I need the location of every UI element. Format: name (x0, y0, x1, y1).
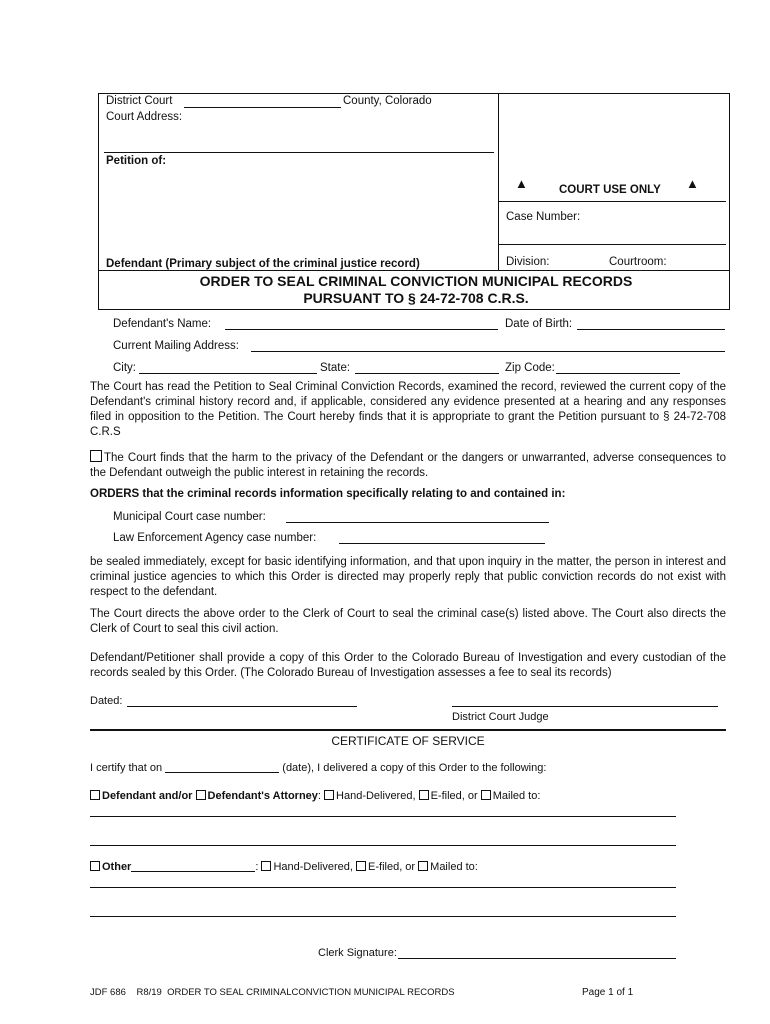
district-court-judge-label: District Court Judge (452, 711, 549, 723)
county-label: County, Colorado (343, 95, 432, 107)
triangle-left-icon: ▲ (515, 176, 528, 191)
certify-date-input[interactable] (165, 762, 279, 773)
other-mailed-checkbox[interactable] (418, 861, 428, 871)
defendants-attorney-label: Defendant's Attorney (207, 790, 318, 802)
state-input[interactable] (355, 373, 499, 374)
defendant-hand-delivered-checkbox[interactable] (324, 790, 334, 800)
cbi-paragraph: Defendant/Petitioner shall provide a copy of this Order to the Colorado Bureau of Investigation and every custodian of the records sealed by this Order. (The Colorado Bureau of Investigation assesses a fee to seal its records) (90, 652, 726, 679)
defendant-colon: : (317, 790, 321, 802)
zip-input[interactable] (556, 373, 680, 374)
clerk-directive-paragraph: The Court directs the above order to the Clerk of Court to seal the criminal case(s) listed above. The Court also directs the Clerk of Court to seal this civil action. (90, 608, 726, 635)
other-address-line-1[interactable] (90, 887, 676, 888)
footer-page-number: Page 1 of 1 (582, 987, 634, 998)
municipal-case-input[interactable] (286, 522, 549, 523)
triangle-right-icon: ▲ (686, 176, 699, 191)
defendant-hand-delivered-label: Hand-Delivered, (336, 790, 416, 802)
law-enforcement-label: Law Enforcement Agency case number: (113, 532, 317, 544)
date-of-birth-input[interactable] (577, 329, 725, 330)
order-title-line1: ORDER TO SEAL CRIMINAL CONVICTION MUNICIPAL RECORDS (199, 273, 633, 289)
other-address-line-2[interactable] (90, 916, 676, 917)
dated-label: Dated: (90, 695, 123, 707)
defendant-mailed-checkbox[interactable] (481, 790, 491, 800)
other-checkbox[interactable] (90, 861, 100, 871)
clerk-signature-input[interactable] (398, 958, 676, 959)
mailing-address-input[interactable] (251, 351, 725, 352)
caption-right-divider-1 (498, 201, 726, 202)
defendant-primary-label: Defendant (Primary subject of the criminal justice record) (106, 258, 420, 270)
defendants-name-label: Defendant's Name: (113, 318, 212, 330)
defendant-address-line-2[interactable] (90, 845, 676, 846)
state-label: State: (320, 362, 351, 374)
court-address-label: Court Address: (106, 111, 183, 123)
caption-left-divider (104, 152, 494, 153)
clerk-signature-label: Clerk Signature: (318, 947, 397, 959)
other-colon: : (255, 861, 259, 873)
county-blank (184, 107, 341, 108)
zip-label: Zip Code: (505, 362, 555, 374)
district-court-label: District Court (106, 95, 173, 107)
city-input[interactable] (139, 373, 317, 374)
law-enforcement-input[interactable] (339, 543, 545, 544)
defendant-mailed-label: Mailed to: (492, 790, 541, 802)
harm-finding-checkbox[interactable] (90, 450, 102, 462)
defendant-and-or-label: Defendant and/or (102, 790, 193, 802)
other-hand-delivered-label: Hand-Delivered, (273, 861, 353, 873)
judge-signature-line[interactable] (452, 706, 718, 707)
defendant-checkbox[interactable] (90, 790, 100, 800)
defendant-service-line (90, 790, 540, 802)
court-use-only-label: COURT USE ONLY (559, 184, 661, 196)
defendant-efiled-label: E-filed, or (430, 790, 478, 802)
city-label: City: (113, 362, 136, 374)
other-hand-delivered-checkbox[interactable] (261, 861, 271, 871)
certificate-heading: CERTIFICATE OF SERVICE (331, 734, 485, 748)
courtroom-label: Courtroom: (609, 256, 667, 268)
caption-right-divider-2 (498, 244, 726, 245)
dated-input[interactable] (127, 706, 357, 707)
sealing-paragraph: be sealed immediately, except for basic identifying information, and that upon inquiry in the matter, the person in interest and criminal justice agencies to which this Order is directed may properly reply that public conviction records do not exist with respect to the defendant. (90, 556, 726, 598)
municipal-case-label: Municipal Court case number: (113, 511, 266, 523)
findings-paragraph: The Court has read the Petition to Seal Criminal Conviction Records, examined the record, reviewed the current copy of the Defendant's criminal history record and, if applicable, considered any evidence presented at a hearing and any responses filed in opposition to the Petition. The Court hereby finds that it is appropriate to grant the Petition pursuant to § 24-72-708 C.R.S (90, 381, 726, 438)
footer-form-id: JDF 686 R8/19 ORDER TO SEAL CRIMINALCONVICTION MUNICIPAL RECORDS (90, 987, 455, 998)
order-title-line2: PURSUANT TO § 24-72-708 C.R.S. (303, 290, 529, 306)
orders-heading: ORDERS that the criminal records information specifically relating to and contained in: (90, 488, 566, 500)
other-mailed-label: Mailed to: (430, 861, 478, 873)
defendants-attorney-checkbox[interactable] (196, 790, 206, 800)
certify-suffix: (date), I delivered a copy of this Order to the following: (282, 762, 547, 774)
defendants-name-input[interactable] (225, 329, 498, 330)
harm-finding-paragraph (90, 450, 726, 481)
certify-line (90, 762, 546, 774)
other-service-line (90, 861, 478, 873)
division-label: Division: (506, 256, 550, 268)
case-number-label: Case Number: (506, 211, 581, 223)
mailing-address-label: Current Mailing Address: (113, 340, 239, 352)
defendant-efiled-checkbox[interactable] (419, 790, 429, 800)
other-name-input[interactable] (131, 861, 255, 872)
harm-finding-text: The Court finds that the harm to the privacy of the Defendant or the dangers or unwarranted, adverse consequences to the Defendant outweigh the public interest in retaining the records. (90, 452, 726, 479)
date-of-birth-label: Date of Birth: (505, 318, 573, 330)
certify-prefix: I certify that on (90, 762, 163, 774)
defendant-address-line-1[interactable] (90, 816, 676, 817)
other-efiled-label: E-filed, or (368, 861, 416, 873)
other-label: Other (102, 861, 132, 873)
other-efiled-checkbox[interactable] (356, 861, 366, 871)
certificate-separator (90, 729, 726, 731)
petition-of-label: Petition of: (106, 155, 167, 167)
